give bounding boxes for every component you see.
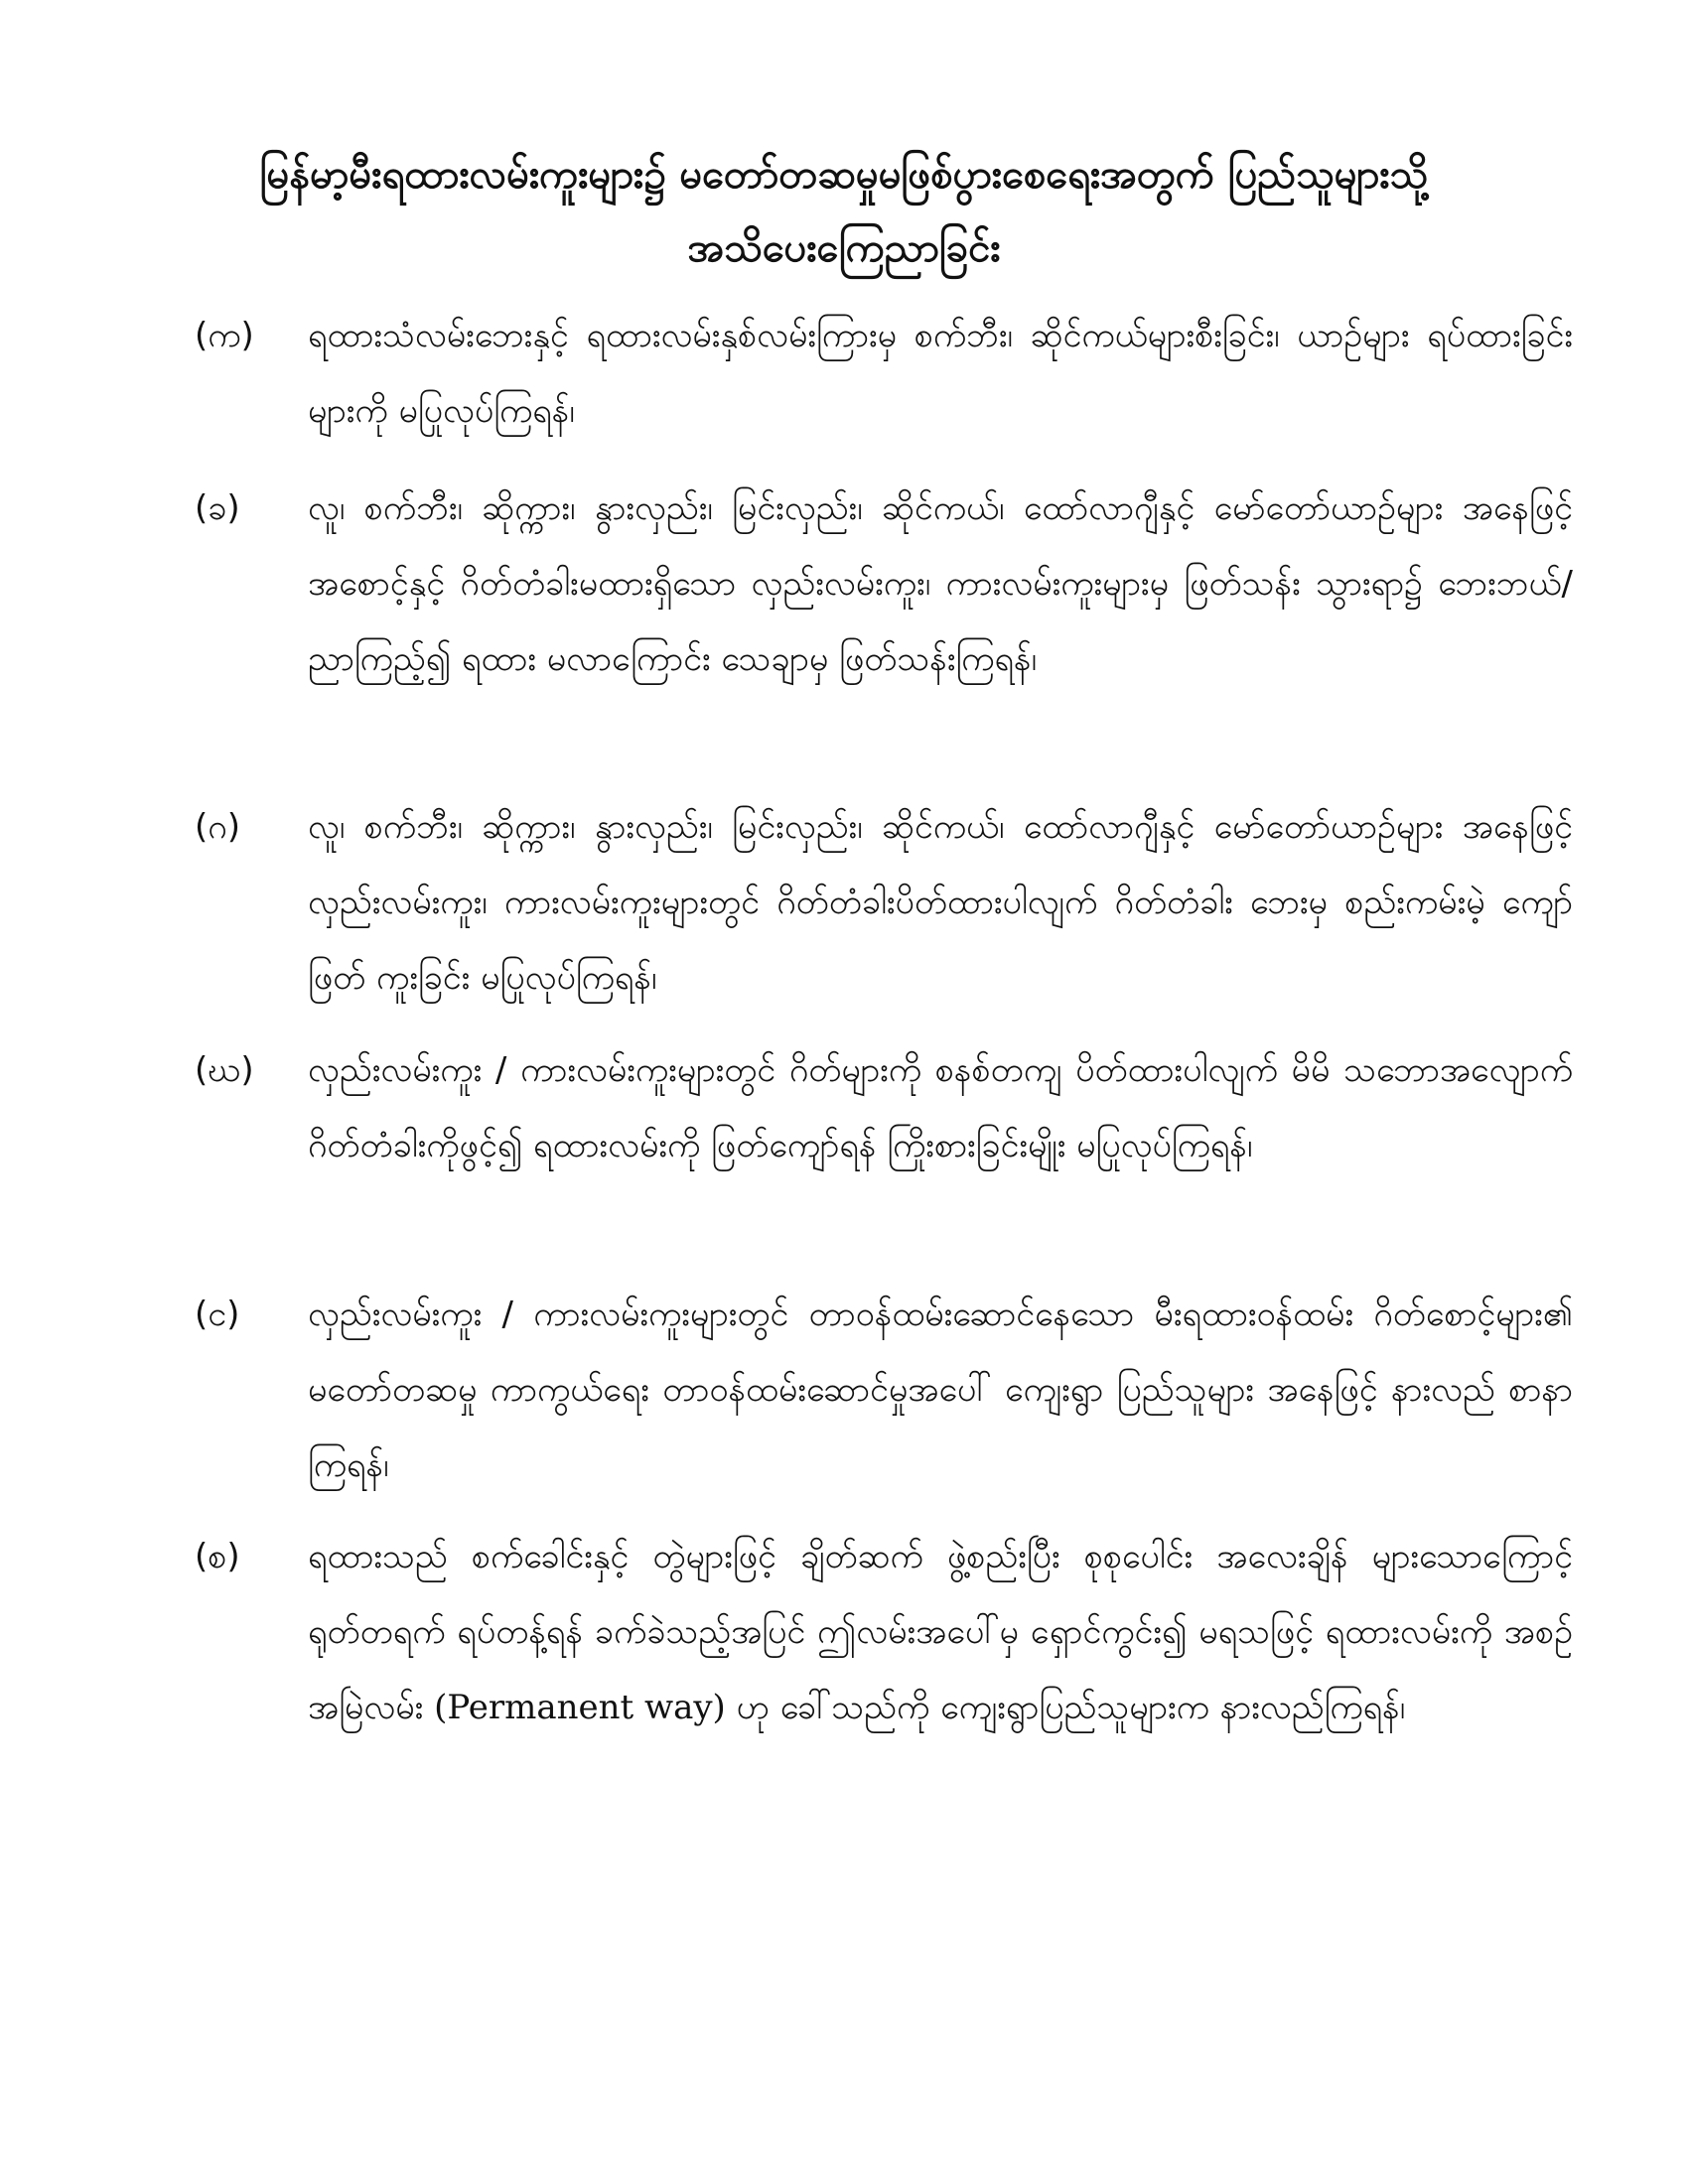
item-label: (င) <box>195 1295 240 1334</box>
item-label: (စ) <box>195 1537 240 1576</box>
item-label: (ဃ) <box>195 1050 254 1090</box>
item-text: လှည်းလမ်းကူး / ကားလမ်းကူးများတွင် တာဝန်ထမ်းဆောင်နေသော မီးရထားဝန်ထမ်း ဂိတ်စောင့်များ၏ မတော်တဆမှု ကာကွယ်ရေး တာဝန်ထမ်းဆောင်မှုအပေါ် ကျေးရွာ ပြည်သူများ အနေဖြင့် နားလည် စာနာကြရန်၊ <box>308 1295 1573 1485</box>
item-text-part-2: ဟု ခေါ်သည်ကို ကျေးရွာပြည်သူများက နားလည်ကြရန်၊ <box>725 1688 1406 1727</box>
item-text-latin-term: (Permanent way) <box>434 1688 726 1727</box>
item-text: ရထားသံလမ်းဘေးနှင့် ရထားလမ်းနှစ်လမ်းကြားမှ စက်ဘီး၊ ဆိုင်ကယ်များစီးခြင်း၊ ယာဉ်များ ရပ်ထားခြင်းများကို မပြုလုပ်ကြရန်၊ <box>308 316 1573 431</box>
item-text: လူ၊ စက်ဘီး၊ ဆိုက္ကား၊ နွားလှည်း၊ မြင်းလှည်း၊ ဆိုင်ကယ်၊ ထော်လာဂျီနှင့် မော်တော်ယာဉ်များ အနေဖြင့် လှည်းလမ်းကူး၊ ကားလမ်းကူးများတွင် ဂိတ်တံခါးပိတ်ထားပါလျက် ဂိတ်တံခါး ဘေးမှ စည်းကမ်းမဲ့ ကျော်ဖြတ် ကူးခြင်း မပြုလုပ်ကြရန်၊ <box>308 807 1573 998</box>
item-text: လှည်းလမ်းကူး / ကားလမ်းကူးများတွင် ဂိတ်များကို စနစ်တကျ ပိတ်ထားပါလျက် မိမိ သဘောအလျောက် ဂိတ်တံခါးကိုဖွင့်၍ ရထားလမ်းကို ဖြတ်ကျော်ရန် ကြိုးစားခြင်းမျိုး မပြုလုပ်ကြရန်၊ <box>308 1050 1573 1165</box>
document-title-line-1: မြန်မာ့မီးရထားလမ်းကူးများ၌ မတော်တဆမှုမဖြစ်ပွားစေရေးအတွက် ပြည်သူများသို့ <box>259 152 1429 198</box>
document-title-line-2: အသိပေးကြေညာခြင်း <box>687 225 1001 271</box>
item-text: လူ၊ စက်ဘီး၊ ဆိုက္ကား၊ နွားလှည်း၊ မြင်းလှည်း၊ ဆိုင်ကယ်၊ ထော်လာဂျီနှင့် မော်တော်ယာဉ်များ အနေဖြင့် အစောင့်နှင့် ဂိတ်တံခါးမထားရှိသော လှည်းလမ်းကူး၊ ကားလမ်းကူးများမှ ဖြတ်သန်း သွားရာ၌ ဘေးဘယ်/ညာကြည့်၍ ရထား မလာကြောင်း သေချာမှ ဖြတ်သန်းကြရန်၊ <box>308 488 1573 679</box>
item-label: (ဂ) <box>195 807 240 847</box>
item-text <box>308 1519 1573 1745</box>
item-label: (ခ) <box>195 488 240 528</box>
item-label: (က) <box>195 316 254 355</box>
item-text-part-1: ရထားသည် စက်ခေါင်းနှင့် တွဲများဖြင့် ချိတ်ဆက် ဖွဲ့စည်းပြီး စုစုပေါင်း အလေးချိန် များသောကြောင့် ရုတ်တရက် ရပ်တန့်ရန် ခက်ခဲသည့်အပြင် ဤလမ်းအပေါ်မှ ရှောင်ကွင်း၍ မရသဖြင့် ရထားလမ်းကို အစဉ်အမြဲလမ်း <box>308 1537 1573 1727</box>
